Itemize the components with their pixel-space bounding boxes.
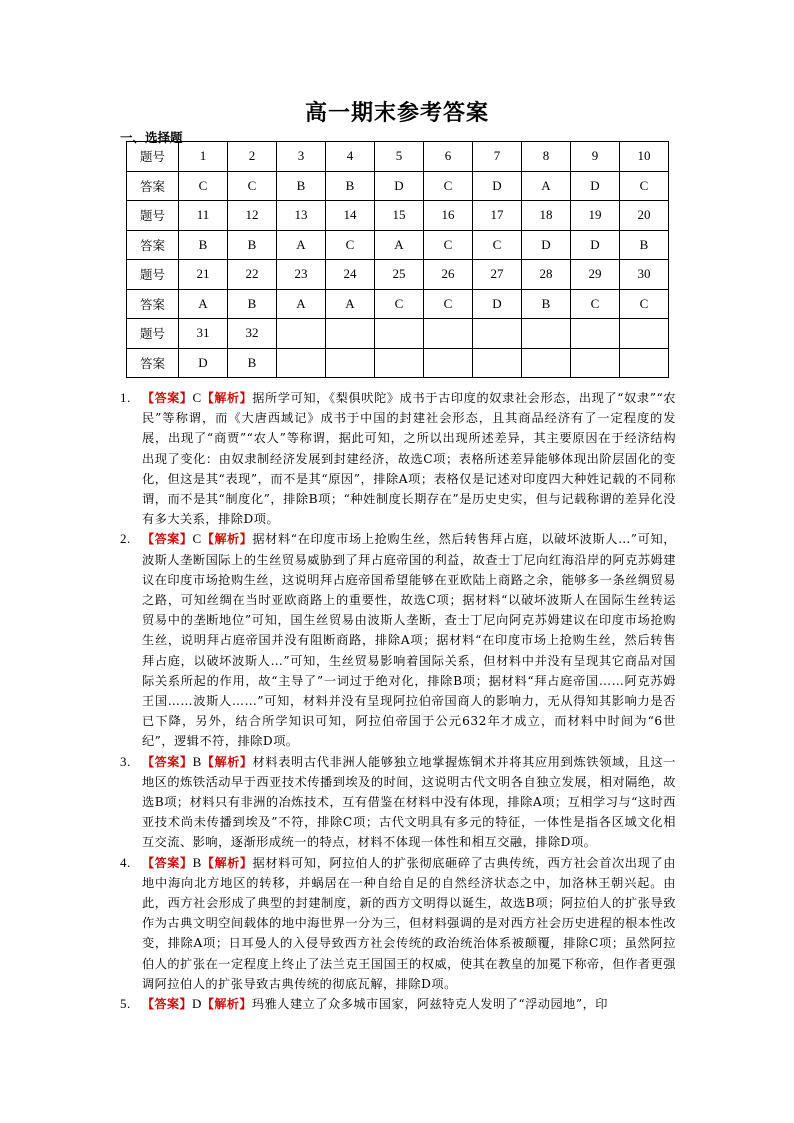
- table-cell: [522, 319, 571, 349]
- table-cell: C: [620, 171, 669, 201]
- table-cell: [375, 348, 424, 378]
- answer-letter: B: [192, 753, 202, 769]
- table-cell: D: [473, 171, 522, 201]
- table-cell: 3: [277, 142, 326, 172]
- table-cell: [424, 348, 473, 378]
- table-cell: 26: [424, 260, 473, 290]
- row-label: 题号: [127, 201, 179, 231]
- table-cell: [473, 348, 522, 378]
- table-cell: C: [326, 230, 375, 260]
- table-cell: [571, 319, 620, 349]
- table-cell: C: [473, 230, 522, 260]
- table-cell: 10: [620, 142, 669, 172]
- table-cell: 29: [571, 260, 620, 290]
- table-cell: B: [522, 289, 571, 319]
- question-number: 1.: [120, 390, 131, 405]
- explanation-item: [120, 994, 676, 1014]
- table-cell: 24: [326, 260, 375, 290]
- table-cell: B: [620, 230, 669, 260]
- table-cell: [620, 348, 669, 378]
- table-cell: 6: [424, 142, 473, 172]
- row-label: 题号: [127, 142, 179, 172]
- page-title: 高一期末参考答案: [304, 100, 489, 126]
- table-cell: C: [424, 289, 473, 319]
- table-cell: B: [228, 289, 277, 319]
- question-number: 5.: [120, 996, 131, 1012]
- answer-tag: 【答案】: [142, 532, 193, 547]
- question-number: 2.: [120, 531, 131, 547]
- answer-tag: 【答案】: [142, 754, 193, 769]
- table-cell: 12: [228, 201, 277, 231]
- table-cell: 9: [571, 142, 620, 172]
- table-cell: [522, 348, 571, 378]
- table-cell: 22: [228, 260, 277, 290]
- table-cell: 5: [375, 142, 424, 172]
- explanation-item: [120, 529, 676, 751]
- answer-tag: 【答案】: [142, 997, 193, 1012]
- table-cell: A: [277, 289, 326, 319]
- explanation-item: [120, 388, 676, 529]
- explanation-item: [120, 853, 676, 994]
- table-cell: 1: [179, 142, 228, 172]
- table-cell: 7: [473, 142, 522, 172]
- explanation-text: 材料表明古代非洲人能够独立地掌握炼铜术并将其应用到炼铁领域，且这一地区的炼铁活动早于西亚技术传播到埃及的时间，这说明古代文明各自独立发展，相对隔绝，故选B项；材料只有非洲的冶炼技术，互有借鉴在材料中没有体现，排除A项；互相学习与“这时西亚技术尚未传播到埃及”不符，排除C项；古代文明具有多元的特征，一体性是指各区域文化相互交流、影响，逐渐形成统一的特点，材料不体现一体性和相互交融，排除D项。: [142, 754, 676, 850]
- table-cell: C: [375, 289, 424, 319]
- question-number: 3.: [120, 753, 131, 769]
- table-cell: C: [571, 289, 620, 319]
- table-cell: 31: [179, 319, 228, 349]
- table-cell: 32: [228, 319, 277, 349]
- analysis-tag: 【解析】: [201, 997, 252, 1012]
- table-cell: 30: [620, 260, 669, 290]
- table-cell: B: [326, 171, 375, 201]
- table-cell: [277, 319, 326, 349]
- table-cell: 4: [326, 142, 375, 172]
- table-cell: 2: [228, 142, 277, 172]
- table-cell: 27: [473, 260, 522, 290]
- answer-tag: 【答案】: [142, 855, 193, 870]
- table-row: [127, 171, 669, 201]
- table-cell: B: [228, 348, 277, 378]
- analysis-tag: 【解析】: [201, 532, 253, 547]
- table-cell: 23: [277, 260, 326, 290]
- table-cell: A: [522, 171, 571, 201]
- table-cell: 18: [522, 201, 571, 231]
- row-label: 答案: [127, 348, 179, 378]
- question-number: 4.: [120, 854, 131, 870]
- answer-letter: D: [192, 996, 202, 1012]
- table-cell: [326, 319, 375, 349]
- explanations-list: [120, 388, 676, 1014]
- table-cell: A: [277, 230, 326, 260]
- table-row: [127, 142, 669, 172]
- explanation-text: 玛雅人建立了众多城市国家，阿兹特克人发明了“浮动园地”，印: [251, 997, 608, 1012]
- table-row: [127, 201, 669, 231]
- row-label: 答案: [127, 171, 179, 201]
- table-cell: [571, 348, 620, 378]
- table-cell: 11: [179, 201, 228, 231]
- table-cell: 15: [375, 201, 424, 231]
- row-label: 答案: [127, 289, 179, 319]
- table-cell: C: [620, 289, 669, 319]
- analysis-tag: 【解析】: [201, 855, 253, 870]
- table-cell: D: [375, 171, 424, 201]
- answer-table: [126, 141, 669, 378]
- table-cell: [277, 348, 326, 378]
- analysis-tag: 【解析】: [201, 754, 253, 769]
- table-cell: D: [571, 171, 620, 201]
- table-row: [127, 319, 669, 349]
- table-cell: D: [473, 289, 522, 319]
- explanation-text: 据材料可知，阿拉伯人的扩张彻底砸碎了古典传统，西方社会首次出现了由地中海向北方地区的转移，并蜗居在一种自给自足的自然经济状态之中，加洛林王朝兴起。由此，西方社会形成了典型的封建制度，新的西方文明得以诞生，故选B项；阿拉伯人的扩张导致作为古典文明空间载体的地中海世界一分为三，但材料强调的是对西方社会历史进程的根本性改变，排除A项；日耳曼人的入侵导致西方社会传统的政治统治体系被颠覆，排除C项；虽然阿拉伯人的扩张在一定程度上终止了法兰克王国国王的权威，使其在教皇的加冕下称帝，但作者更强调阿拉伯人的扩张导致古典传统的彻底瓦解，排除D项。: [142, 855, 676, 991]
- table-cell: 13: [277, 201, 326, 231]
- table-cell: D: [179, 348, 228, 378]
- table-cell: B: [228, 230, 277, 260]
- answer-letter: C: [192, 390, 202, 405]
- table-cell: 25: [375, 260, 424, 290]
- table-cell: D: [522, 230, 571, 260]
- answer-tag: 【答案】: [142, 391, 193, 405]
- table-cell: D: [571, 230, 620, 260]
- explanation-text: 据所学可知，《梨俱吠陀》成书于古印度的奴隶社会形态，出现了“奴隶”“农民”等称谓，而《大唐西域记》成书于中国的封建社会形态，且其商品经济有了一定程度的发展，出现了“商贾”“农人”等称谓，据此可知，之所以出现所述差异，其主要原因在于经济结构出现了变化：由奴隶制经济发展到封建经济，故选C项；表格所述差异能够体现出阶层固化的变化，但这是其“表现”，而不是其“原因”，排除A项；表格仅是记述对印度四大种姓记载的不同称谓，而不是其“制度化”，排除B项；“种姓制度长期存在”是历史史实，但与记载称谓的差异化没有多大关系，排除D项。: [142, 391, 676, 527]
- table-cell: 8: [522, 142, 571, 172]
- analysis-tag: 【解析】: [201, 391, 253, 405]
- table-cell: [620, 319, 669, 349]
- row-label: 题号: [127, 260, 179, 290]
- table-cell: [375, 319, 424, 349]
- table-cell: A: [375, 230, 424, 260]
- answer-letter: B: [192, 854, 202, 870]
- table-cell: [473, 319, 522, 349]
- table-row: [127, 348, 669, 378]
- table-cell: 28: [522, 260, 571, 290]
- answer-letter: C: [192, 531, 202, 547]
- table-cell: A: [326, 289, 375, 319]
- table-cell: [326, 348, 375, 378]
- table-cell: 19: [571, 201, 620, 231]
- table-cell: 14: [326, 201, 375, 231]
- table-row: [127, 260, 669, 290]
- table-cell: 16: [424, 201, 473, 231]
- table-cell: C: [424, 171, 473, 201]
- explanation-item: [120, 752, 676, 853]
- table-cell: C: [424, 230, 473, 260]
- table-cell: 21: [179, 260, 228, 290]
- table-cell: 17: [473, 201, 522, 231]
- table-cell: [424, 319, 473, 349]
- table-row: [127, 289, 669, 319]
- table-cell: C: [228, 171, 277, 201]
- row-label: 题号: [127, 319, 179, 349]
- table-cell: 20: [620, 201, 669, 231]
- table-cell: A: [179, 289, 228, 319]
- table-cell: B: [179, 230, 228, 260]
- table-cell: C: [179, 171, 228, 201]
- explanation-text: 据材料“在印度市场上抢购生丝，然后转售拜占庭，以破坏波斯人…”可知，波斯人垄断国际上的生丝贸易威胁到了拜占庭帝国的利益，故查士丁尼向红海沿岸的阿克苏姆建议在印度市场抢购生丝，这说明拜占庭帝国希望能够在亚欧陆上商路之余，能够多一条丝绸贸易之路，可知丝绸在当时亚欧商路上的重要性，故选C项；据材料“以破坏波斯人在国际生丝转运贸易中的垄断地位”可知，国生丝贸易由波斯人垄断，查士丁尼向阿克苏姆建议在印度市场抢购生丝，说明拜占庭帝国并没有阻断商路，排除A项；据材料“在印度市场上抢购生丝，然后转售拜占庭，以破坏波斯人…”可知，生丝贸易影响着国际关系，但材料中并没有呈现其它商品对国际关系所起的作用，故“主导了”一词过于绝对化，排除B项；据材料“拜占庭帝国……阿克苏姆王国……波斯人……”可知，材料并没有呈现阿拉伯帝国商人的影响力，无从得知其影响力是否已下降，另外，结合所学知识可知，阿拉伯帝国于公元632年才成立，而材料中时间为“6世纪”，逻辑不符，排除D项。: [142, 532, 676, 749]
- section-heading: 一、选择题: [120, 130, 183, 145]
- row-label: 答案: [127, 230, 179, 260]
- table-cell: B: [277, 171, 326, 201]
- table-row: [127, 230, 669, 260]
